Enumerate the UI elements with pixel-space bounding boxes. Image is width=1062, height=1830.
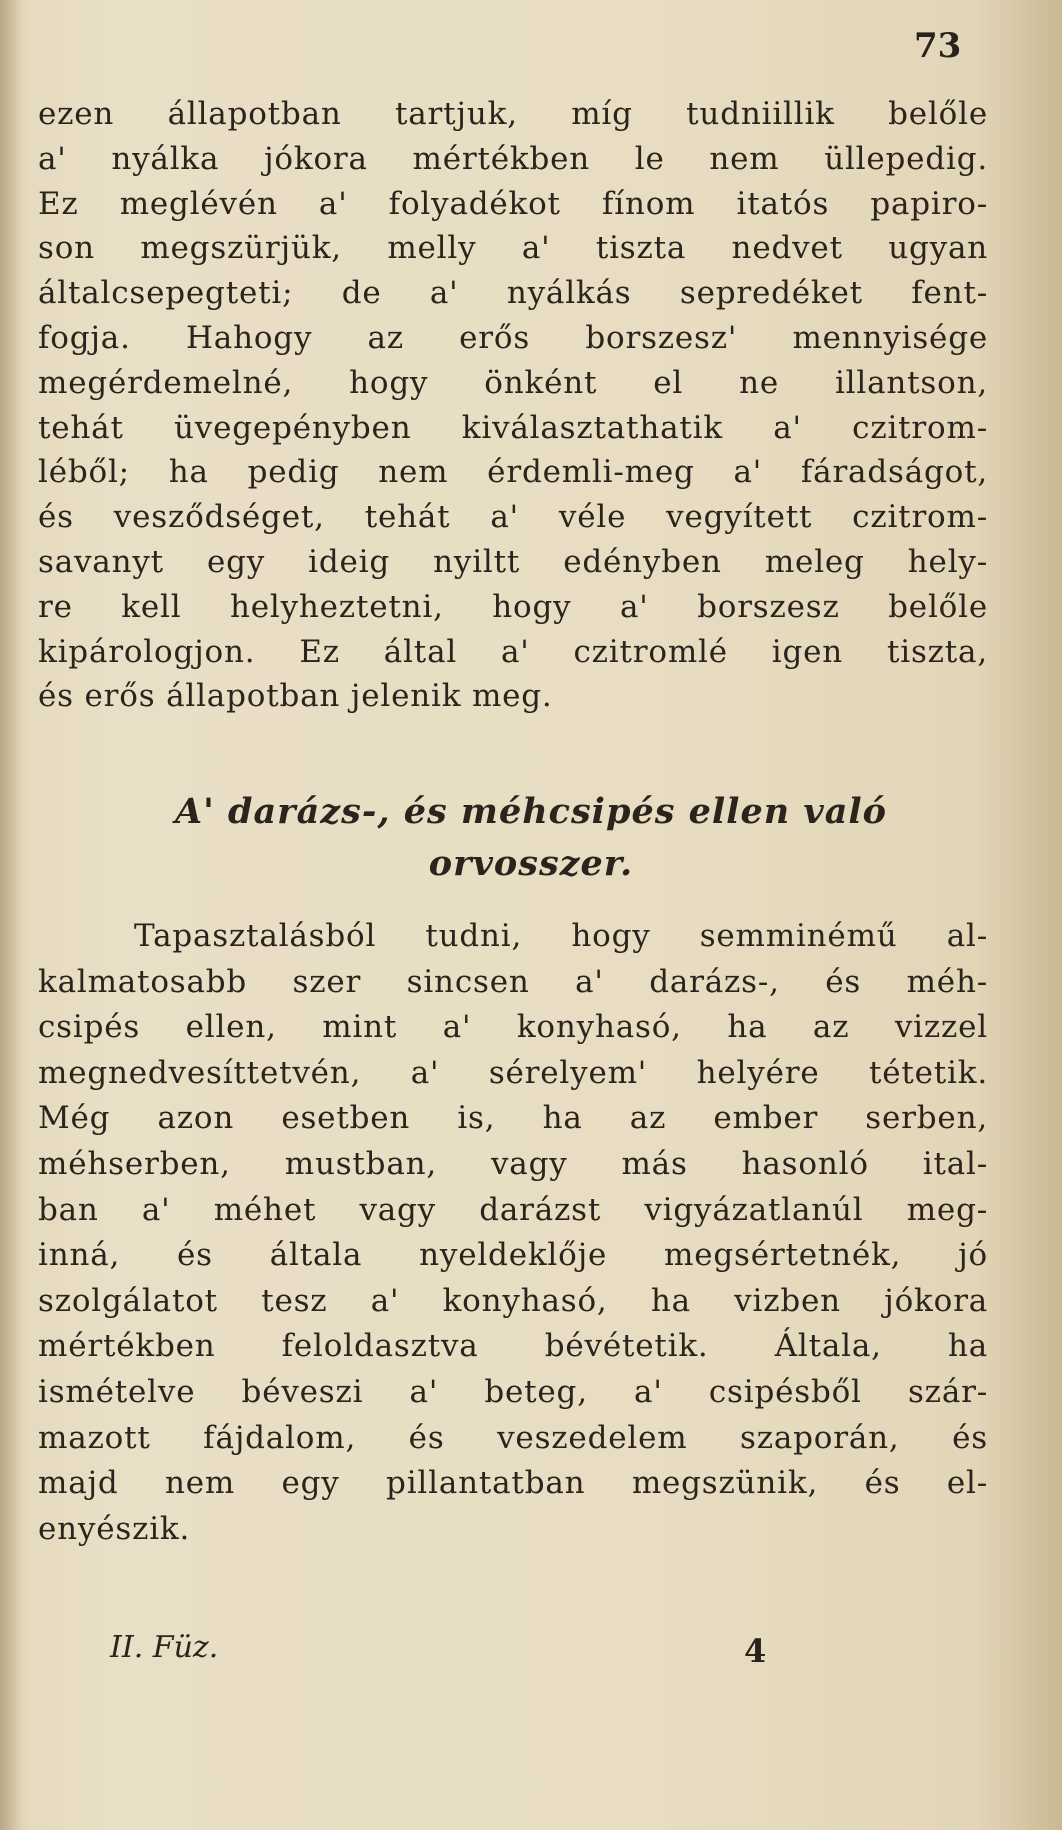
paragraph1-line: ezen állapotban tartjuk, míg tudniillik belőle: [38, 96, 988, 132]
paragraph-1: [38, 92, 988, 719]
page-number: 73: [914, 26, 962, 66]
signature-label: II. Füz.: [110, 1630, 219, 1665]
paragraph2-line: megnedvesíttetvén, a' sérelyem' helyére tétetik.: [38, 1054, 988, 1091]
heading-line: A' darázs-, és méhcsipés ellen való: [174, 791, 888, 832]
paragraph1-line: léből; ha pedig nem érdemli-meg a' fáradságot,: [38, 454, 988, 491]
paragraph2-line: kalmatosabb szer sincsen a' darázs-, és méh-: [38, 963, 988, 1000]
paragraph2-line: mértékben feloldasztva bévétetik. Általa, ha: [38, 1328, 988, 1365]
paragraph2-line: csipés ellen, mint a' konyhasó, ha az vizzel: [38, 1009, 988, 1046]
paragraph2-line: szolgálatot tesz a' konyhasó, ha vizben jókora: [38, 1282, 988, 1319]
paragraph1-line: a' nyálka jókora mértékben le nem üllepedig.: [38, 140, 988, 177]
paragraph1-line: Ez meglévén a' folyadékot fínom itatós papiro-: [38, 185, 988, 222]
paragraph1-line: son megszürjük, melly a' tiszta nedvet ugyan: [38, 230, 988, 267]
paragraph2-line: majd nem egy pillantatban megszünik, és el-: [38, 1465, 988, 1502]
paragraph2-line: Még azon esetben is, ha az ember serben,: [38, 1100, 988, 1137]
section-heading: [0, 786, 1062, 890]
binding-shadow: [0, 0, 22, 1830]
paragraph1-line: és erős állapotban jelenik meg.: [38, 678, 553, 715]
paragraph2-line: mazott fájdalom, és veszedelem szaporán, és: [38, 1419, 988, 1456]
paragraph2-line: ismételve béveszi a' beteg, a' csipésből szár-: [38, 1373, 988, 1410]
paragraph1-line: és vesződséget, tehát a' véle vegyített czitrom-: [38, 499, 988, 536]
paragraph-2: [38, 914, 988, 1552]
paragraph2-line: méhserben, mustban, vagy más hasonló ital-: [38, 1145, 988, 1182]
paragraph1-line: általcsepegteti; de a' nyálkás sepredéket fent-: [38, 275, 988, 312]
paragraph2-line: ban a' méhet vagy darázst vigyázatlanúl meg-: [38, 1191, 988, 1228]
heading-line: orvosszer.: [428, 843, 634, 884]
paragraph2-line: Tapasztalásból tudni, hogy semminémű al-: [134, 918, 988, 954]
paragraph1-line: megérdemelné, hogy önként el ne illantson,: [38, 364, 988, 401]
paragraph1-line: re kell helyheztetni, hogy a' borszesz belőle: [38, 588, 988, 625]
paragraph2-line: inná, és általa nyeldeklője megsértetnék, jó: [38, 1237, 988, 1274]
paragraph1-line: savanyt egy ideig nyiltt edényben meleg hely-: [38, 543, 988, 580]
paragraph1-line: fogja. Hahogy az erős borszesz' mennyisége: [38, 319, 988, 356]
signature-mark: 4: [744, 1632, 767, 1670]
paragraph1-line: tehát üvegepényben kiválasztathatik a' czitrom-: [38, 409, 988, 446]
paragraph2-line: enyészik.: [38, 1510, 191, 1547]
paragraph1-line: kipárologjon. Ez által a' czitromlé igen tiszta,: [38, 633, 988, 670]
